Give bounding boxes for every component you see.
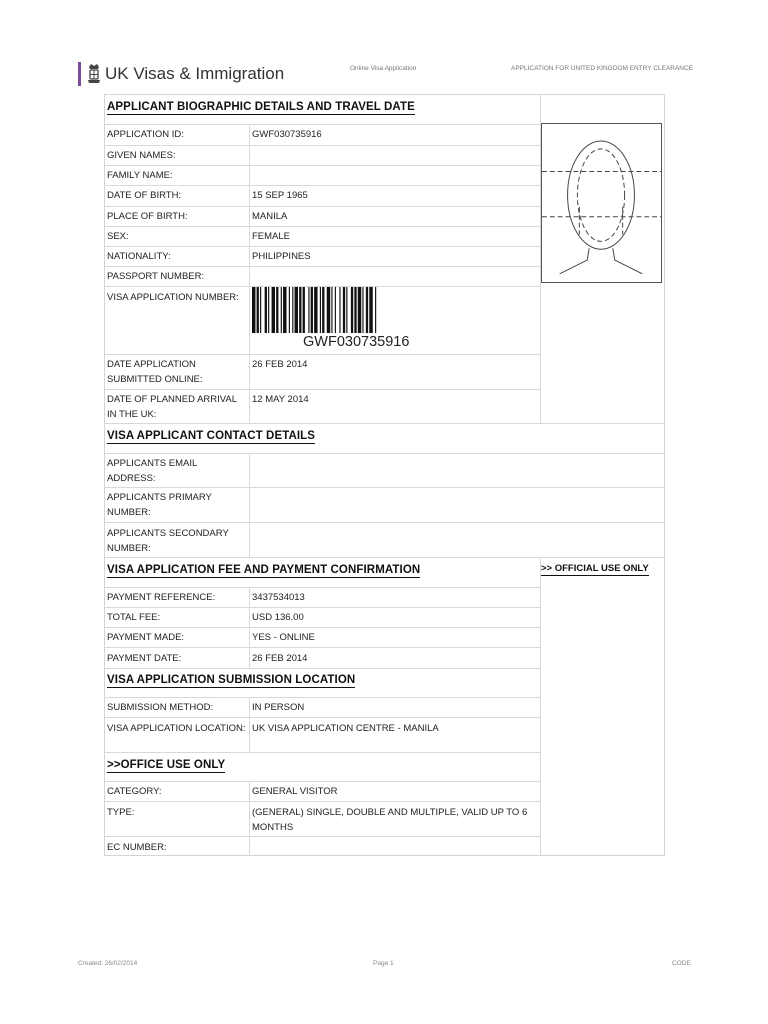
divider	[104, 801, 541, 802]
barcode-bar	[292, 287, 293, 333]
photo-placeholder	[541, 123, 662, 283]
photo-guide-icon	[542, 141, 661, 274]
section-heading-fee: VISA APPLICATION FEE AND PAYMENT CONFIRMATION	[107, 564, 421, 576]
barcode-bar	[358, 287, 361, 333]
barcode-bar	[308, 287, 309, 333]
royal-crest-icon	[86, 63, 102, 85]
divider	[104, 487, 665, 488]
divider	[104, 781, 541, 782]
divider	[104, 668, 541, 669]
ec-number-label: EC NUMBER:	[107, 842, 167, 853]
primary-number-label: APPLICANTS PRIMARY NUMBER:	[107, 492, 212, 518]
barcode-bar	[252, 287, 255, 333]
total-fee-value: USD 136.00	[252, 612, 304, 623]
visa-application-number-label: VISA APPLICATION NUMBER:	[107, 292, 239, 303]
date-of-birth-label: DATE OF BIRTH:	[107, 190, 182, 201]
barcode-bar	[283, 287, 286, 333]
divider	[104, 145, 541, 146]
header-right-text: APPLICATION FOR UNITED KINGDOM ENTRY CLEARANCE	[511, 65, 694, 72]
email-label: APPLICANTS EMAIL ADDRESS:	[107, 458, 197, 484]
date-of-birth-value: 15 SEP 1965	[252, 190, 308, 201]
barcode-bar	[272, 287, 275, 333]
divider	[104, 453, 665, 454]
divider	[104, 266, 541, 267]
given-names-label: GIVEN NAMES:	[107, 150, 176, 161]
barcode-bar	[303, 287, 305, 333]
divider	[104, 423, 665, 424]
barcode-bar	[295, 287, 298, 333]
submission-method-label: SUBMISSION METHOD:	[107, 702, 214, 713]
place-of-birth-value: MANILA	[252, 211, 288, 222]
secondary-number-label: APPLICANTS SECONDARY NUMBER:	[107, 528, 229, 554]
brand-name: UK Visas & Immigration	[105, 64, 285, 83]
barcode-bar	[346, 287, 347, 333]
submission-location-value: UK VISA APPLICATION CENTRE - MANILA	[252, 723, 439, 734]
barcode-bar	[322, 287, 324, 333]
header-center-text: Online Visa Application	[350, 65, 417, 72]
divider	[104, 647, 541, 648]
divider	[104, 389, 541, 390]
barcode-bar	[375, 287, 376, 333]
footer-page: Page 1	[373, 960, 394, 967]
footer-code: CODE	[672, 960, 691, 967]
barcode-bar	[331, 287, 332, 333]
divider	[104, 165, 541, 166]
submission-location-label: VISA APPLICATION LOCATION:	[107, 723, 246, 734]
section-heading-submission: VISA APPLICATION SUBMISSION LOCATION	[107, 674, 356, 686]
barcode-bar	[351, 287, 353, 333]
barcode-bar	[268, 287, 269, 333]
family-name-label: FAMILY NAME:	[107, 170, 173, 181]
sex-value: FEMALE	[252, 231, 291, 242]
payment-reference-label: PAYMENT REFERENCE:	[107, 592, 216, 603]
barcode-bar	[299, 287, 301, 333]
divider	[104, 717, 541, 718]
date-submitted-label: DATE APPLICATION SUBMITTED ONLINE:	[107, 359, 203, 385]
barcode-bar	[289, 287, 290, 333]
date-submitted-value: 26 FEB 2014	[252, 359, 308, 370]
nationality-value: PHILIPPINES	[252, 251, 311, 262]
barcode	[252, 287, 464, 333]
barcode-bar	[343, 287, 345, 333]
divider	[104, 206, 541, 207]
barcode-bar	[276, 287, 278, 333]
barcode-bar	[311, 287, 313, 333]
barcode-bar	[366, 287, 368, 333]
barcode-bar	[314, 287, 317, 333]
divider	[104, 587, 541, 588]
column-divider	[540, 557, 541, 856]
category-value: GENERAL VISITOR	[252, 786, 338, 797]
application-id-value: GWF030735916	[252, 129, 322, 140]
passport-number-label: PASSPORT NUMBER:	[107, 271, 205, 282]
barcode-bar	[281, 287, 282, 333]
section-heading-office: >>OFFICE USE ONLY	[107, 759, 226, 771]
official-use-label: >> OFFICIAL USE ONLY	[541, 563, 649, 574]
brand-accent-bar	[78, 62, 81, 86]
column-divider	[249, 781, 250, 856]
barcode-bar	[362, 287, 363, 333]
category-label: CATEGORY:	[107, 786, 162, 797]
payment-reference-value: 3437534013	[252, 592, 305, 603]
section-heading-contact: VISA APPLICANT CONTACT DETAILS	[107, 430, 316, 442]
column-divider	[249, 587, 250, 668]
barcode-number: GWF030735916	[303, 334, 410, 350]
divider	[104, 226, 541, 227]
payment-made-label: PAYMENT MADE:	[107, 632, 185, 643]
sex-label: SEX:	[107, 231, 129, 242]
submission-method-value: IN PERSON	[252, 702, 305, 713]
place-of-birth-label: PLACE OF BIRTH:	[107, 211, 188, 222]
barcode-bar	[327, 287, 330, 333]
date-arrival-label: DATE OF PLANNED ARRIVAL IN THE UK:	[107, 394, 237, 420]
payment-date-label: PAYMENT DATE:	[107, 653, 182, 664]
divider	[104, 124, 541, 125]
column-divider	[249, 697, 250, 752]
barcode-bar	[354, 287, 356, 333]
nationality-label: NATIONALITY:	[107, 251, 171, 262]
barcode-bar	[265, 287, 267, 333]
divider	[104, 697, 541, 698]
divider	[104, 522, 665, 523]
barcode-bar	[260, 287, 261, 333]
column-divider	[249, 124, 250, 423]
section-heading-biographic: APPLICANT BIOGRAPHIC DETAILS AND TRAVEL DATE	[107, 101, 415, 113]
payment-made-value: YES - ONLINE	[252, 632, 315, 643]
divider	[104, 185, 541, 186]
divider	[104, 607, 541, 608]
date-arrival-value: 12 MAY 2014	[252, 394, 309, 405]
barcode-bar	[335, 287, 336, 333]
divider	[104, 557, 665, 558]
divider	[104, 627, 541, 628]
footer-created: Created: 26/02/2014	[78, 960, 138, 967]
divider	[104, 752, 541, 753]
payment-date-value: 26 FEB 2014	[252, 653, 308, 664]
barcode-bar	[257, 287, 259, 333]
barcode-bar	[339, 287, 340, 333]
barcode-bar	[369, 287, 372, 333]
barcode-bar	[320, 287, 321, 333]
divider	[104, 836, 541, 837]
type-label: TYPE:	[107, 807, 135, 818]
divider	[104, 354, 541, 355]
application-id-label: APPLICATION ID:	[107, 129, 184, 140]
divider	[104, 246, 541, 247]
type-value: (GENERAL) SINGLE, DOUBLE AND MULTIPLE, VALID UP TO 6 MONTHS	[252, 807, 528, 833]
total-fee-label: TOTAL FEE:	[107, 612, 161, 623]
column-divider	[249, 453, 250, 557]
